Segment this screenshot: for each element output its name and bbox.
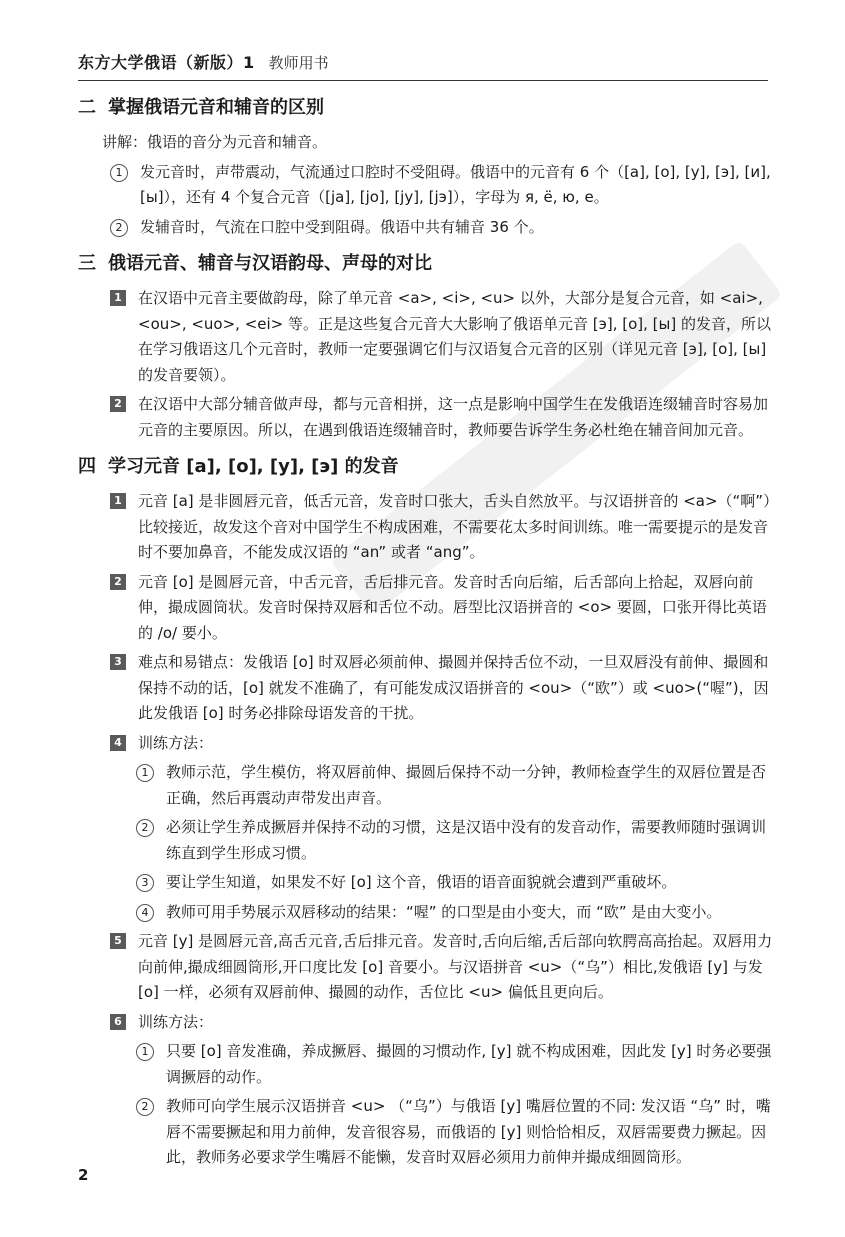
book-subtitle: 教师用书 [268,54,329,72]
sub-list-item: 4 教师可用手势展示双唇移动的结果：“喔” 的口型是由小变大，而 “欧” 是由大变小。 [136,900,773,926]
list-item: 3 难点和易错点：发俄语 [o] 时双唇必须前伸、撮圆并保持舌位不动，一旦双唇没有前伸、撮圆和保持不动的话，[o] 就发不准确了，有可能发成汉语拼音的 <ou>（“欧”）或 <uo>(“喔”)，因此发俄语 [o] 时务必排除母语发音的干扰。 [110,650,773,727]
list-item: 4 训练方法： [110,731,773,757]
list-item: 1 元音 [a] 是非圆唇元音，低舌元音，发音时口张大，舌头自然放平。与汉语拼音的 <a>（“啊”）比较接近，故发这个音对中国学生不构成困难，不需要花太多时间训练。唯一需要提示的是发音时不要加鼻音，不能发成汉语的 “an” 或者 “ang”。 [110,489,773,566]
list-item: 1 在汉语中元音主要做韵母，除了单元音 <a>, <i>, <u> 以外，大部分是复合元音，如 <ai>, <ou>, <uo>, <ei> 等。正是这些复合元音大大影响了俄语单元音 [э], [o], [ы] 的发音，所以在学习俄语这几个元音时，教师一定要强调它们与汉语复合元音的区别（详见元音 [э], [o], [ы] 的发音要领）。 [110,286,773,388]
circled-number: 1 [136,1043,154,1061]
list-item: 2 元音 [o] 是圆唇元音，中舌元音，舌后排元音。发音时舌向后缩，后舌部向上拾起，双唇向前伸，撮成圆筒状。发音时保持双唇和舌位不动。唇型比汉语拼音的 <o> 要圆，口张开得比英语的 /o/ 要小。 [110,570,773,647]
sub-list-item: 3 要让学生知道，如果发不好 [o] 这个音，俄语的语音面貌就会遭到严重破坏。 [136,870,773,896]
section-heading: 四 学习元音 [a], [o], [y], [э] 的发音 [78,456,399,477]
running-header [78,50,768,81]
list-item: 2 发辅音时，气流在口腔中受到阻碍。俄语中共有辅音 36 个。 [110,215,773,241]
list-item: 5 元音 [y] 是圆唇元音,高舌元音,舌后排元音。发音时,舌向后缩,舌后部向软腭高高抬起。双唇用力向前伸,撮成细圆筒形,开口度比发 [o] 音要小。与汉语拼音 <u>（“乌”）相比,发俄语 [y] 与发 [o] 一样，必须有双唇前伸、撮圆的动作，舌位比 <u> 偏低且更向后。 [110,929,773,1006]
page-number: 2 [78,1166,89,1184]
circled-number: 1 [110,164,128,182]
page-content [78,96,773,1175]
boxed-number: 6 [110,1014,126,1030]
circled-number: 1 [136,764,154,782]
sub-list-item: 2 必须让学生养成撅唇并保持不动的习惯，这是汉语中没有的发音动作，需要教师随时强调训练直到学生形成习惯。 [136,815,773,866]
circled-number: 2 [110,219,128,237]
section-heading: 二 掌握俄语元音和辅音的区别 [78,97,324,118]
circled-number: 2 [136,819,154,837]
sub-list-item: 1 只要 [o] 音发准确，养成撅唇、撮圆的习惯动作, [y] 就不构成困难，因此发 [y] 时务必要强调撅唇的动作。 [136,1039,773,1090]
boxed-number: 2 [110,396,126,412]
circled-number: 4 [136,904,154,922]
boxed-number: 3 [110,654,126,670]
section-heading: 三 俄语元音、辅音与汉语韵母、声母的对比 [78,253,432,274]
book-title: 东方大学俄语（新版）1 [78,53,255,72]
boxed-number: 1 [110,290,126,306]
circled-number: 2 [136,1098,154,1116]
boxed-number: 1 [110,493,126,509]
sub-list-item: 1 教师示范，学生模仿，将双唇前伸、撮圆后保持不动一分钟，教师检查学生的双唇位置是否正确，然后再震动声带发出声音。 [136,760,773,811]
boxed-number: 4 [110,735,126,751]
paragraph: 讲解：俄语的音分为元音和辅音。 [102,133,328,151]
list-item: 6 训练方法： [110,1010,773,1036]
boxed-number: 2 [110,574,126,590]
list-item: 2 在汉语中大部分辅音做声母，都与元音相拼，这一点是影响中国学生在发俄语连缀辅音时容易加元音的主要原因。所以，在遇到俄语连缀辅音时，教师要告诉学生务必杜绝在辅音间加元音。 [110,392,773,443]
boxed-number: 5 [110,933,126,949]
sub-list-item: 2 教师可向学生展示汉语拼音 <u> （“乌”）与俄语 [y] 嘴唇位置的不同: 发汉语 “乌” 时，嘴唇不需要撅起和用力前伸，发音很容易，而俄语的 [y] 则恰恰相反，双唇需要费力撅起。因此，教师务必要求学生嘴唇不能懒，发音时双唇必须用力前伸并撮成细圆筒形。 [136,1094,773,1171]
circled-number: 3 [136,874,154,892]
list-item: 1 发元音时，声带震动，气流通过口腔时不受阻碍。俄语中的元音有 6 个（[a], [o], [y], [э], [и], [ы]），还有 4 个复合元音（[ja], [jo], [jy], [jэ]），字母为 я, ё, ю, е。 [110,160,773,211]
